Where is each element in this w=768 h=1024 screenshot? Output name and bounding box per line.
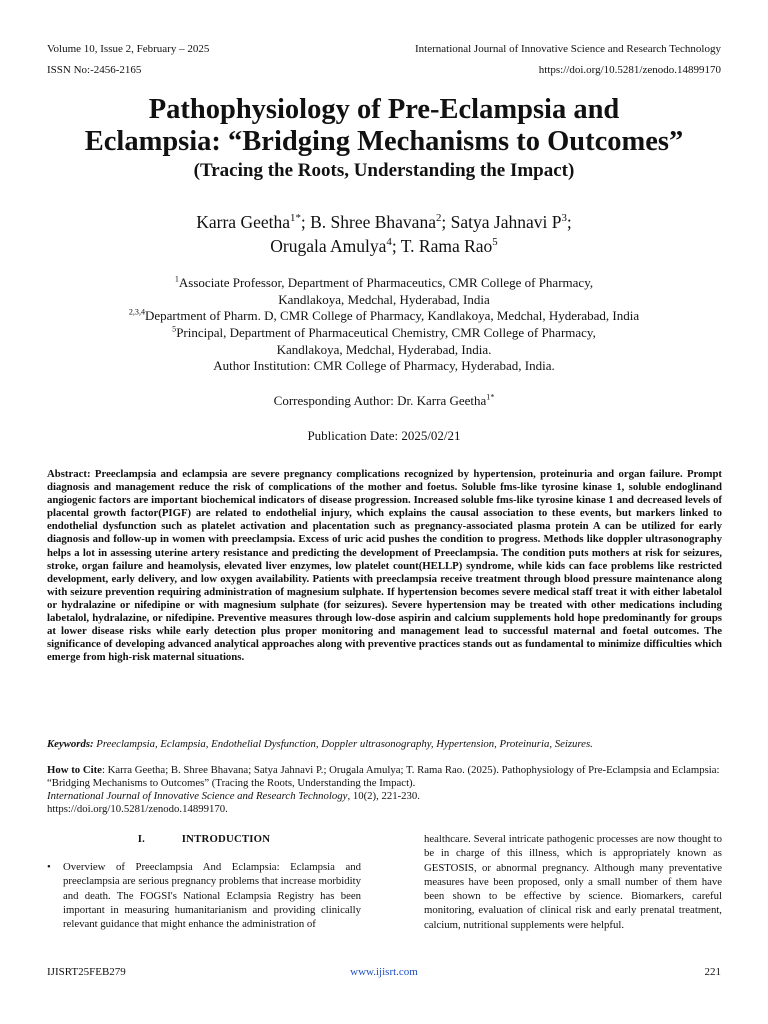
- paper-code: IJISRT25FEB279: [47, 966, 126, 978]
- paper-subtitle: (Tracing the Roots, Understanding the Impact): [193, 160, 575, 181]
- affiliation-mark: 1*: [486, 392, 495, 402]
- author-name: ; T. Rama Rao: [391, 236, 493, 256]
- section-heading-introduction: [47, 833, 361, 846]
- introduction-left-column: [47, 860, 361, 931]
- corresponding-author: [0, 392, 768, 409]
- paper-title-line-1: Pathophysiology of Pre-Eclampsia and: [148, 94, 620, 125]
- author-affiliation-mark: 3: [561, 212, 567, 225]
- author-line-1: [0, 211, 768, 233]
- how-to-cite-label: How to Cite: [47, 764, 102, 776]
- author-affiliation-mark: 2: [435, 212, 442, 225]
- author-name: ; Satya Jahnavi P: [441, 212, 562, 232]
- keywords: [47, 738, 722, 751]
- paper-title-line-2: Eclampsia: “Bridging Mechanisms to Outcomes”: [84, 126, 684, 157]
- author-affiliation-mark: 4: [386, 236, 392, 249]
- author-name: ; B. Shree Bhavana: [300, 212, 436, 232]
- citation-details: , 10(2), 221-230.: [347, 790, 420, 803]
- author-affiliation-mark: 5: [492, 236, 498, 249]
- author-separator: ;: [566, 212, 572, 232]
- abstract: Abstract: Preeclampsia and eclampsia are severe pregnancy complications recognized by hypertension, proteinuria and organ failure. Prompt diagnosis and management reduce the risk of complications of the mother and foetus. Soluble fms-like tyrosine kinase 1, soluble endoglinand angiogenic factors are important biochemical indicators of disease progression. Increased soluble fms-like tyrosine kinase 1 and decreased levels of placental growth factor(PIGF) are related to endothelial injury, which explains the causal association to these events, but markers linked to endothelial dysfunction such as platelet activation and placentation such as pregnancy-associated plasma protein A can be utilized for early diagnosis and follow-up in women with preeclampsia. Excess of uric acid pushes the condition to progress. Methods like doppler ultrasonography helps a lot in assessing uterine artery resistance and predicting the development of Preeclampsia. The condition puts mothers at risk for seizures, stroke, organ failure and heamolysis, elevated liver enzymes, low platelet count(HELLP) syndrome, while kids can face problems like restricted development, early delivery, and low oxygen availability. Patients with preeclampsia receive treatment through blood pressure maintenance along with seizure prevention requiring administration of magnesium sulphate. If hypertension becomes severe medical staff treat it with either labetalol or hydralazine or nifedipine or with magnesium sulphate (for seizures). Severe hypertension may be treated with other medications including labetalol, hydralazine, or nifedipine. Preventive measures through low-dose aspirin and calcium supplements hold hope predominantly for groups at lower disease risks while early detection plus proper monitoring and management lead to successful maternal and foetal outcomes. The significance of developing advanced analytical approaches along with preventive practices stands out as fundamental to minimize difficulties which emerge from high-risk maternal situations.: [47, 468, 722, 664]
- header-doi-link[interactable]: https://doi.org/10.5281/zenodo.14899170: [538, 64, 721, 76]
- author-affiliation-mark: 1*: [290, 212, 301, 225]
- section-title: INTRODUCTION: [181, 833, 271, 845]
- affiliation-text: Department of Pharm. D, CMR College of Pharmacy, Kandlakoya, Medchal, Hyderabad, India: [144, 308, 640, 323]
- introduction-bullet-text: Overview of Preeclampsia And Eclampsia: Eclampsia and preeclampsia are serious pregnancy problems that increase morbidity and death. The FOGSI's National Eclampsia Registry has been important in measuring humanitarianism and providing clinically relevant guidance that might enhance the administration of: [63, 861, 361, 931]
- journal-name: International Journal of Innovative Science and Research Technology: [414, 43, 721, 55]
- page-number: 221: [704, 966, 721, 978]
- keywords-text: Preeclampsia, Eclampsia, Endothelial Dysfunction, Doppler ultrasonography, Hypertension, Proteinuria, Seizures.: [93, 738, 593, 750]
- section-number: I.: [137, 833, 146, 845]
- author-name: Orugala Amulya: [270, 236, 387, 256]
- keywords-label: Keywords:: [47, 738, 94, 750]
- affiliation-3: [0, 324, 768, 341]
- citation-journal: International Journal of Innovative Science and Research Technology: [47, 790, 348, 803]
- bullet-icon: •: [47, 861, 51, 873]
- publication-date: Publication Date: 2025/02/21: [307, 428, 461, 443]
- affiliation-1-line-2: Kandlakoya, Medchal, Hyderabad, India: [278, 292, 490, 307]
- affiliation-mark: 2,3,4: [128, 307, 145, 317]
- affiliation-2: [0, 307, 768, 324]
- author-institution: Author Institution: CMR College of Pharmacy, Hyderabad, India.: [213, 358, 555, 373]
- journal-website-link[interactable]: www.ijisrt.com: [350, 966, 418, 978]
- how-to-cite: [47, 764, 722, 816]
- affiliation-text: Associate Professor, Department of Pharmaceutics, CMR College of Pharmacy,: [178, 275, 594, 290]
- affiliation-1: [0, 274, 768, 291]
- issn: ISSN No:-2456-2165: [47, 64, 142, 76]
- author-name: Karra Geetha: [196, 212, 291, 232]
- affiliation-text: Principal, Department of Pharmaceutical Chemistry, CMR College of Pharmacy,: [176, 325, 596, 340]
- corresponding-author-text: Corresponding Author: Dr. Karra Geetha: [273, 393, 487, 408]
- citation-doi-link[interactable]: https://doi.org/10.5281/zenodo.14899170.: [47, 803, 228, 816]
- list-item: [47, 860, 361, 931]
- introduction-right-column: healthcare. Several intricate pathogenic processes are now thought to be in charge of this illness, which is appropriately known as GESTOSIS, or abnormal pregnancy. Although many preventative measures have been proposed, only a small number of them have been shown to be effective by science. Biomarkers, careful monitoring, evaluation of clinical risk and early prenatal treatment, calcium, nutritional supplements were helpful.: [424, 833, 722, 931]
- affiliation-mark: 1: [174, 274, 179, 284]
- affiliation-3-line-2: Kandlakoya, Medchal, Hyderabad, India.: [276, 342, 492, 357]
- author-line-2: [0, 235, 768, 257]
- volume-info: Volume 10, Issue 2, February – 2025: [47, 43, 210, 55]
- citation-text: : Karra Geetha; B. Shree Bhavana; Satya Jahnavi P.; Orugala Amulya; T. Rama Rao. (2025). Pathophysiology of Pre-Eclampsia and Eclampsia: “Bridging Mechanisms to Outcomes” (Tracing the Roots, Understanding the Impact).: [47, 764, 720, 790]
- affiliation-mark: 5: [172, 324, 177, 334]
